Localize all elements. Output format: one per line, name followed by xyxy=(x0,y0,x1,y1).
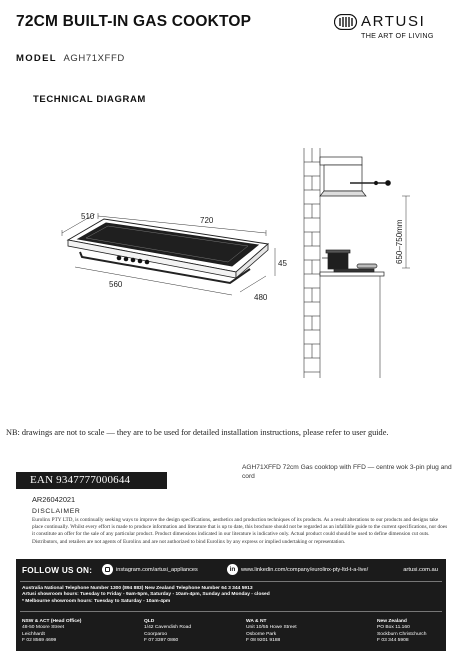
office-suburb: Coorparoo xyxy=(144,631,168,637)
office-heading: QLD xyxy=(144,619,155,624)
logo-name: ARTUSI xyxy=(361,13,426,30)
office-fax: F 03 344 5908 xyxy=(377,638,409,644)
disclaimer-heading: DISCLAIMER xyxy=(32,508,81,515)
showroom-hours: Artusi showroom hours: Tuesday to Friday - 9am-5pm, Saturday - 10am-4pm, Sunday and Monday - closed xyxy=(22,592,270,598)
follow-us-label: FOLLOW US ON: xyxy=(22,566,93,575)
office-address: 1/42 Cavendish Road xyxy=(144,625,192,631)
office-address: Unit 10/55 Howe Street xyxy=(246,625,297,631)
dim-depth: 510 xyxy=(81,212,95,221)
logo-tagline: THE ART OF LIVING xyxy=(361,31,434,40)
melbourne-hours: * Melbourne showroom hours: Tuesday to Saturday - 10am-4pm xyxy=(22,598,171,604)
phone-line: Australia National Telephone Number 1300 (894 883) New Zealand Telephone Number 64 3 344 5913 xyxy=(22,586,253,591)
office-heading: NSW & ACT (Head Office) xyxy=(22,619,82,624)
rangehood-drawing xyxy=(320,157,391,196)
office-suburb: Sockburn Christchurch xyxy=(377,631,427,637)
office-address: 48-50 Moore Street xyxy=(22,625,65,631)
section-title: TECHNICAL DIAGRAM xyxy=(33,94,146,105)
footer xyxy=(16,559,446,651)
linkedin-icon[interactable]: in xyxy=(227,564,238,575)
instagram-link[interactable]: instagram.com/artusi_appliances xyxy=(116,567,198,573)
office-fax: F 07 3397 0860 xyxy=(144,638,179,644)
dim-cutout-width: 560 xyxy=(109,280,123,289)
office-nsw xyxy=(22,619,81,645)
office-fax: F 08 9201 9188 xyxy=(246,638,281,644)
model-value: AGH71XFFD xyxy=(63,53,125,64)
dim-height: 45 xyxy=(278,259,287,268)
bench-elevation xyxy=(320,250,384,378)
scale-note: NB: drawings are not to scale — they are to be used for detailed installation instructions, please refer to user guide. xyxy=(6,428,389,437)
wall-elevation xyxy=(304,148,320,378)
dim-cutout-depth: 480 xyxy=(254,293,268,302)
page-title: 72CM BUILT-IN GAS COOKTOP xyxy=(16,13,252,30)
office-wa xyxy=(246,619,297,645)
office-fax: F 02 8569 4699 xyxy=(22,638,57,644)
product-description: AGH71XFFD 72cm Gas cooktop with FFD — centre wok 3-pin plug and cord xyxy=(242,464,452,480)
footer-divider xyxy=(20,611,442,612)
office-qld xyxy=(144,619,191,645)
dim-width: 720 xyxy=(200,216,214,225)
model-label: MODEL xyxy=(16,53,57,64)
dim-rangehood-clearance: 650–750mm xyxy=(395,219,404,264)
office-heading: New Zealand xyxy=(377,619,407,624)
disclaimer-text: Eurolinx PTY LTD, is continually seeking ways to improve the design specifications, aesthetics and production techniques of its products. As a result alterations to our products and designs take place continually. Whilst every effort is made to produce information and literature that is up to date, this brochure should not be regarded as an infallible guide to the current specifications, nor does it constitute an offer for the sale of any particular product. Product dimensions indicated in our literature is indicative only. Actual product could should be used to define dimension cut outs. Distributors, and retailers are not agents of Eurolinx and are not authorized to bind Eurolinx by any express or implied undertaking or representation. xyxy=(32,517,448,545)
office-heading: WA & NT xyxy=(246,619,267,624)
cooktop-drawing xyxy=(68,219,268,283)
office-nz xyxy=(377,619,426,645)
website-link[interactable]: artusi.com.au xyxy=(403,567,438,573)
office-address: PO Box 11.160 xyxy=(377,625,410,631)
office-suburb: Leichhardt xyxy=(22,631,45,637)
contact-info xyxy=(22,586,442,605)
linkedin-link[interactable]: www.linkedin.com/company/eurolinx-pty-ltd-t-a-live/ xyxy=(241,567,369,573)
instagram-icon[interactable] xyxy=(102,564,113,575)
office-suburb: Osborne Park xyxy=(246,631,277,637)
ean-barcode-label: EAN 9347777000644 xyxy=(16,472,167,489)
document-code: AR26042021 xyxy=(32,495,76,504)
footer-divider xyxy=(20,581,442,582)
